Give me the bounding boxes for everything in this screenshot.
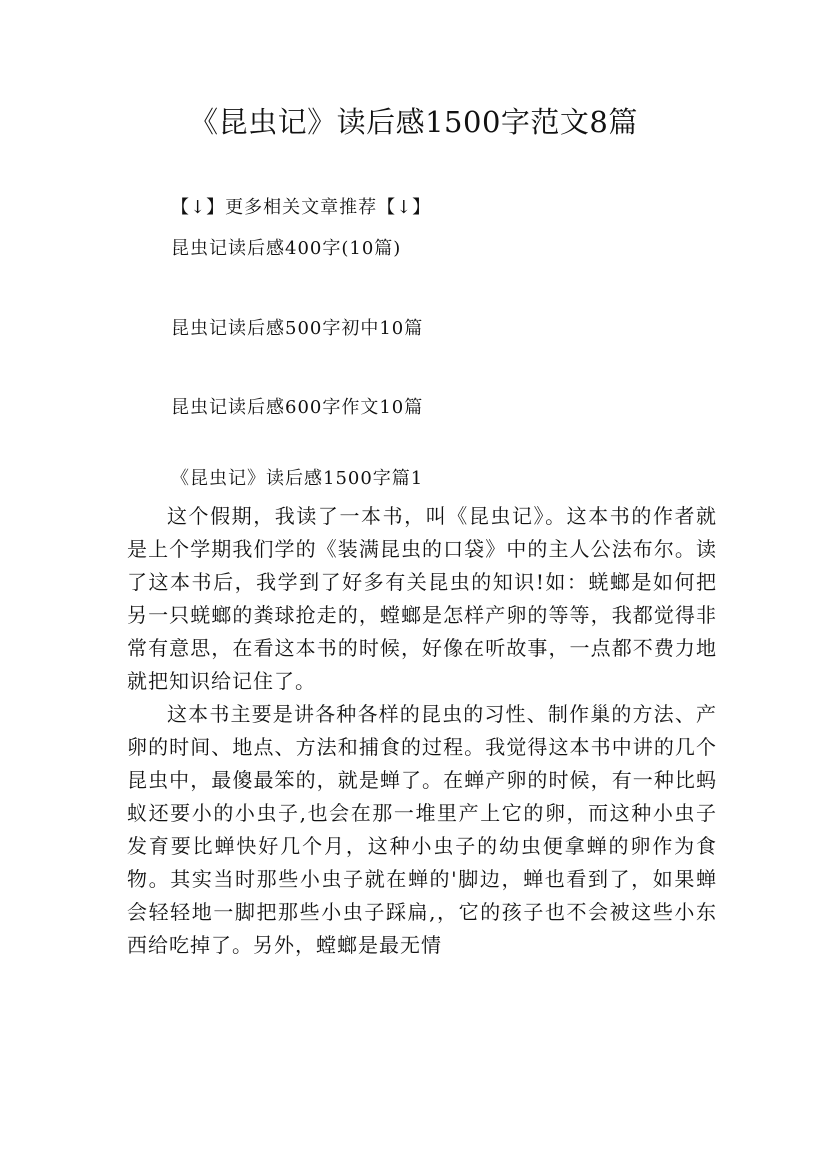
paragraph: 这个假期，我读了一本书，叫《昆虫记》。这本书的作者就是上个学期我们学的《装满昆虫的口袋》中的主人公法布尔。读了这本书后，我学到了好多有关昆虫的知识!如：蜣螂是如何把另一只蜣螂的粪球抢走的，螳螂是怎样产卵的等等，我都觉得非常有意思，在看这本书的时候，好像在听故事，一点都不费力地就把知识给记住了。 [127,504,717,693]
paragraph: 这本书主要是讲各种各样的昆虫的习性、制作巢的方法、产卵的时间、地点、方法和捕食的过程。我觉得这本书中讲的几个昆虫中，最傻最笨的，就是蝉了。在蝉产卵的时候，有一种比蚂蚁还要小的小虫子,也会在那一堆里产上它的卵，而这种小虫子发育要比蝉快好几个月，这种小虫子的幼虫便拿蝉的卵作为食物。其实当时那些小虫子就在蝉的'脚边，蝉也看到了，如果蝉会轻轻地一脚把那些小虫子踩扁,，它的孩子也不会被这些小东西给吃掉了。另外，螳螂是最无情 [127,702,717,957]
related-link-3[interactable]: 昆虫记读后感600字作文10篇 [171,397,424,418]
related-link-2[interactable]: 昆虫记读后感500字初中10篇 [171,318,424,339]
related-link-1[interactable]: 昆虫记读后感400字(10篇) [171,238,402,259]
article-heading: 《昆虫记》读后感1500字篇1 [171,468,424,489]
recommend-header: 【↓】更多相关文章推荐【↓】 [171,197,432,218]
document-title: 《昆虫记》读后感1500字范文8篇 [189,105,638,139]
article-body [127,500,717,962]
